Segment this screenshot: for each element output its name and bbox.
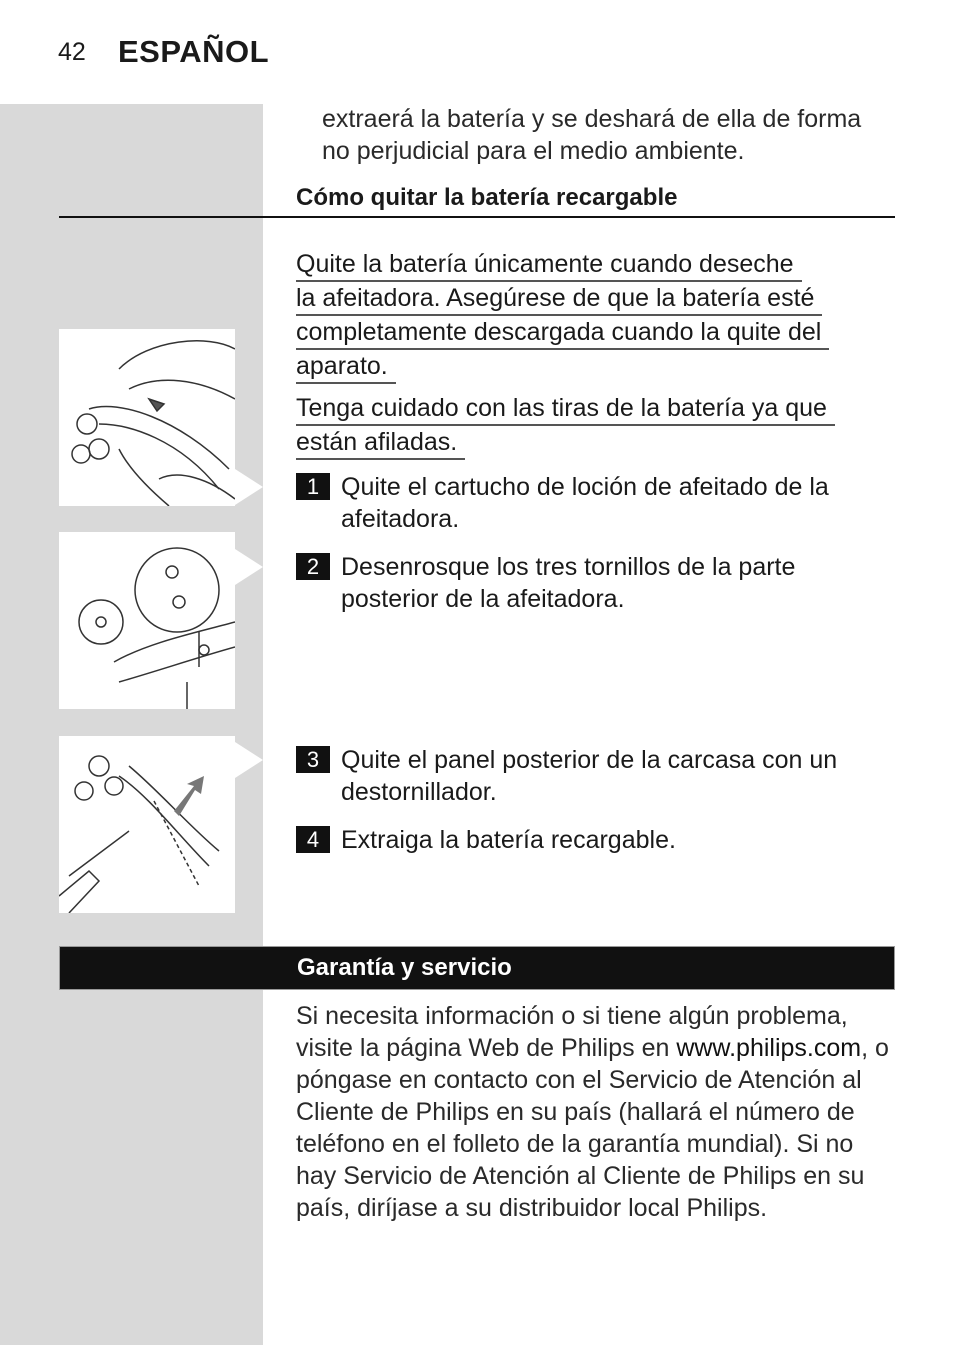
page-number: 42 bbox=[58, 38, 86, 66]
warranty-paragraph bbox=[296, 1000, 892, 1224]
illustration-remove-cartridge bbox=[59, 329, 235, 506]
warning-line: completamente descargada cuando la quite del bbox=[296, 316, 829, 350]
illustration-unscrew bbox=[59, 532, 235, 709]
warranty-text: Si necesita información o si tiene algún problema, visite la página Web de Philips en bbox=[296, 1002, 848, 1062]
intro-paragraph bbox=[322, 103, 892, 167]
page-language-title: ESPAÑOL bbox=[118, 34, 270, 69]
section-rule bbox=[59, 216, 895, 218]
warning-line: están afiladas. bbox=[296, 426, 465, 460]
warranty-section-banner bbox=[59, 946, 895, 990]
warning-line: Quite la batería únicamente cuando deseche bbox=[296, 248, 802, 282]
warning-sharp-strips bbox=[296, 392, 896, 460]
battery-section-title: Cómo quitar la batería recargable bbox=[296, 184, 678, 211]
warranty-text: , o póngase en contacto con el Servicio de Atención al Cliente de Philips en su país (hallará el número de teléfono en el folleto de la garantía mundial). Si no hay Servicio de Atención al Cliente de Philips en su país, diríjase a su distribuidor local Philips. bbox=[296, 1034, 889, 1222]
illustration-remove-panel bbox=[59, 736, 235, 913]
step-number-badge: 3 bbox=[296, 746, 330, 773]
warning-line: aparato. bbox=[296, 350, 396, 384]
step-number-badge: 1 bbox=[296, 473, 330, 500]
intro-line: no perjudicial para el medio ambiente. bbox=[322, 137, 745, 165]
step-number-badge: 4 bbox=[296, 826, 330, 853]
screwdriver-icon bbox=[59, 736, 235, 913]
step-text: Quite el panel posterior de la carcasa con un destornillador. bbox=[341, 746, 838, 806]
step-number-badge: 2 bbox=[296, 553, 330, 580]
warning-line: Tenga cuidado con las tiras de la batería ya que bbox=[296, 392, 835, 426]
step-text: Quite el cartucho de loción de afeitado de la afeitadora. bbox=[341, 473, 829, 533]
warranty-section-title: Garantía y servicio bbox=[297, 954, 512, 981]
illustration-pointer bbox=[235, 469, 263, 505]
step-text: Extraiga la batería recargable. bbox=[341, 826, 676, 854]
illustration-pointer bbox=[235, 549, 263, 585]
illustration-pointer bbox=[235, 742, 263, 778]
intro-line: extraerá la batería y se deshará de ella de forma bbox=[322, 105, 862, 133]
screws-icon bbox=[59, 532, 235, 709]
step-text: Desenrosque los tres tornillos de la parte posterior de la afeitadora. bbox=[341, 553, 796, 613]
philips-website-link[interactable]: www.philips.com bbox=[676, 1034, 862, 1062]
sidebar-panel bbox=[0, 104, 263, 1345]
warning-line: la afeitadora. Asegúrese de que la batería esté bbox=[296, 282, 822, 316]
hand-cartridge-icon bbox=[59, 329, 235, 506]
warning-battery-removal bbox=[296, 248, 896, 384]
